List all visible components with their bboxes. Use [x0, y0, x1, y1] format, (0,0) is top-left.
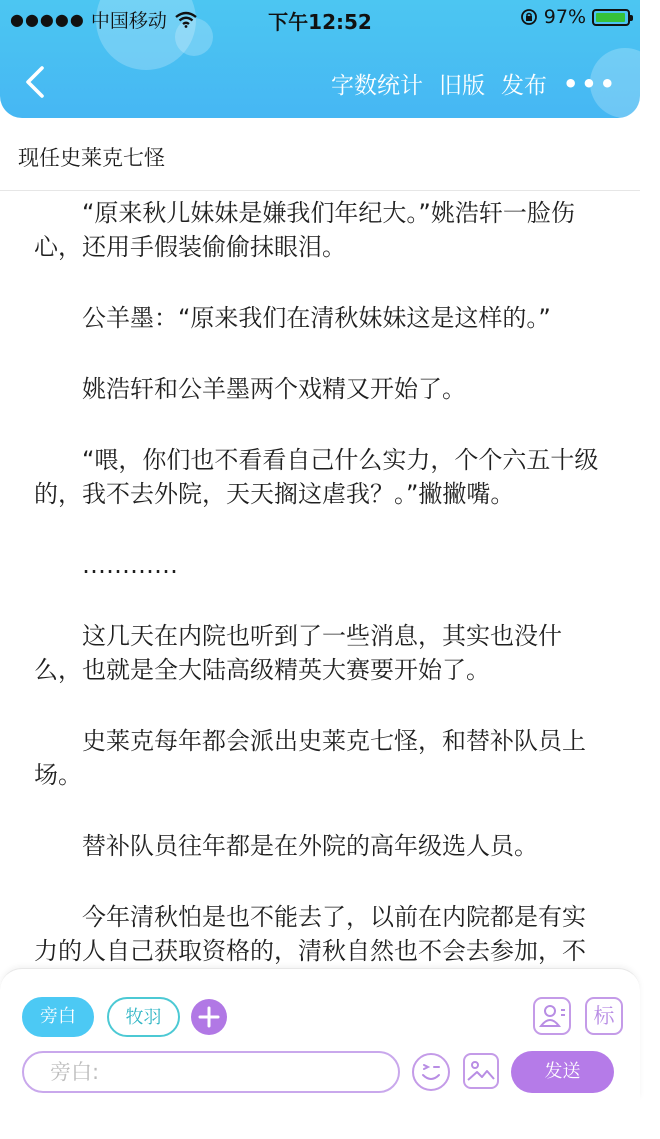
- paragraph: 这几天在内院也听到了一些消息，其实也没什么，也就是全大陆高级精英大赛要开始了。: [34, 622, 562, 684]
- chapter-title[interactable]: 现任史莱克七怪: [18, 146, 165, 170]
- battery-percent: 97%: [543, 6, 586, 28]
- paragraph: 替补队员往年都是在外院的高年级选人员。: [82, 832, 538, 860]
- status-bar: [0, 0, 640, 36]
- battery-icon: [592, 9, 630, 26]
- paragraph: 今年清秋怕是也不能去了，以前在内院都是有实力的人自己获取资格的，清秋自然也不会去参加，不: [34, 903, 586, 965]
- wink-emoji-icon: [414, 1055, 448, 1089]
- signal-strength-icon: ●●●●●: [10, 10, 85, 29]
- battery-fill: [596, 13, 625, 22]
- profile-card-icon: [535, 999, 569, 1033]
- mark-button[interactable]: 标: [585, 997, 623, 1035]
- carrier-name: 中国移动: [90, 10, 167, 32]
- message-input[interactable]: 旁白:: [22, 1051, 400, 1093]
- more-options-icon[interactable]: •••: [562, 69, 618, 98]
- chapter-content[interactable]: [34, 196, 609, 968]
- word-count-button[interactable]: 字数统计: [330, 73, 423, 99]
- old-version-button[interactable]: 旧版: [438, 73, 485, 99]
- role-chip-muyu[interactable]: 牧羽: [107, 997, 180, 1037]
- send-button[interactable]: 发送: [511, 1051, 614, 1093]
- clock-time: 下午12:52: [268, 10, 372, 34]
- paragraph: “原来秋儿妹妹是嫌我们年纪大。”姚浩轩一脸伤心，还用手假装偷偷抹眼泪。: [34, 199, 575, 261]
- role-chip-narrator[interactable]: 旁白: [22, 997, 94, 1037]
- add-role-button[interactable]: [191, 999, 227, 1035]
- paragraph: 史莱克每年都会派出史莱克七怪，和替补队员上场。: [34, 727, 586, 789]
- paragraph: …………: [82, 551, 178, 579]
- top-header: [0, 0, 640, 118]
- rotation-lock-icon: [520, 8, 538, 26]
- emoji-button[interactable]: [412, 1053, 450, 1091]
- bottom-safe-area: [0, 1098, 640, 1139]
- composer-panel: [0, 968, 640, 1099]
- nav-bar: [0, 50, 640, 118]
- paragraph: 姚浩轩和公羊墨两个戏精又开始了。: [82, 375, 466, 403]
- profile-card-button[interactable]: [533, 997, 571, 1035]
- paragraph: 公羊墨：“原来我们在清秋妹妹这是这样的。”: [82, 304, 551, 332]
- paragraph: “喂，你们也不看看自己什么实力，个个六五十级的，我不去外院，天天搁这虐我？。”撇撇嘴。: [34, 446, 599, 508]
- image-icon: [465, 1055, 497, 1087]
- publish-button[interactable]: 发布: [500, 73, 547, 99]
- image-button[interactable]: [463, 1053, 499, 1089]
- divider: [0, 190, 640, 191]
- chevron-left-icon[interactable]: [20, 62, 56, 102]
- plus-icon: [191, 999, 227, 1035]
